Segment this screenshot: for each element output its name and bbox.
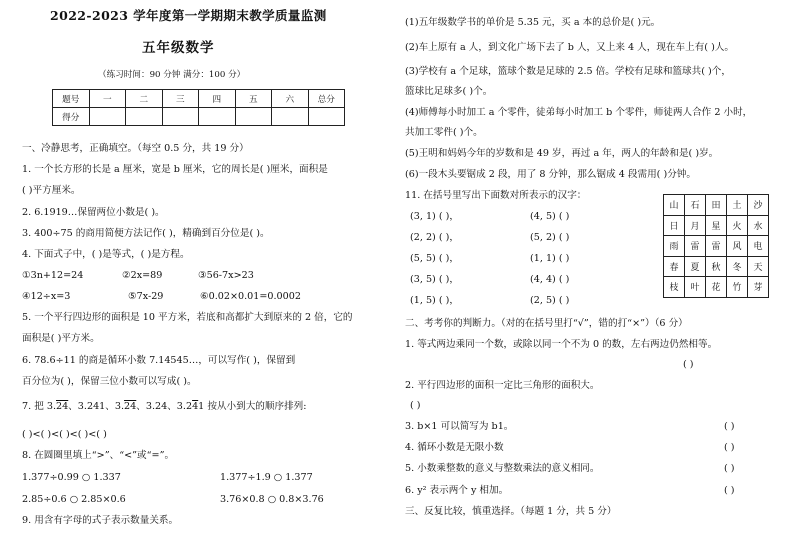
section-3-heading: 三、反复比较，慎重选择。（每题 1 分，共 5 分）	[405, 506, 617, 517]
character-grid	[663, 194, 769, 298]
grid-cell: 夏	[685, 256, 706, 277]
grid-cell: 春	[664, 256, 685, 277]
score-cell	[272, 108, 309, 126]
score-cell: 五	[235, 90, 272, 108]
coordinate-pair: (5, 2) ( )	[530, 232, 570, 243]
coordinate-pair: (1, 5) ( )，	[410, 295, 459, 306]
score-cell	[162, 108, 199, 126]
question-8-item-3: 2.85÷0.6 ○ 2.85×0.6	[22, 494, 126, 505]
question-8-item-2: 1.377÷1.9 ○ 1.377	[220, 472, 313, 483]
subq-3-line-2: 篮球比足球多( )个。	[405, 86, 493, 97]
grid-cell: 火	[727, 215, 748, 236]
coordinate-pair: (3, 5) ( )，	[410, 274, 459, 285]
grid-cell: 雨	[664, 236, 685, 257]
score-cell: 得分	[53, 108, 90, 126]
question-6-line-1: 6. 78.6÷11 的商是循环小数 7.14545…，可以写作( )，保留到	[22, 355, 296, 366]
score-cell: 题号	[53, 90, 90, 108]
score-table-score-row	[53, 108, 345, 126]
judge-3-answer: ( )	[724, 421, 735, 432]
grid-cell: 竹	[727, 277, 748, 298]
question-5-line-2: 面积是( )平方米。	[22, 333, 100, 344]
judge-3: 3. b×1 可以简写为 b1。	[405, 421, 514, 432]
grid-cell: 沙	[748, 195, 769, 216]
question-8: 8. 在圆圈里填上“>”、“<”或“=”。	[22, 450, 175, 461]
judge-1-answer: ( )	[683, 359, 694, 370]
question-4-option-1: ①3n+12=24	[22, 270, 84, 281]
question-4-option-3: ③56-7x>23	[198, 270, 254, 281]
section-2-heading: 二、考考你的判断力。（对的在括号里打“√”，错的打“×”）（6 分）	[405, 318, 688, 329]
question-8-item-1: 1.377÷0.99 ○ 1.337	[22, 472, 121, 483]
repeating-digits: 24	[124, 401, 137, 412]
grid-cell: 风	[727, 236, 748, 257]
question-4: 4. 下面式子中，( )是等式，( )是方程。	[22, 249, 190, 260]
question-5-line-1: 5. 一个平行四边形的面积是 10 平方米，若底和高都扩大到原来的 2 倍，它的	[22, 312, 353, 323]
score-cell: 二	[126, 90, 163, 108]
score-cell: 一	[89, 90, 126, 108]
question-7-text: 7. 把 3.	[22, 401, 56, 412]
exam-info: （练习时间：90 分钟 满分：100 分）	[98, 70, 246, 80]
score-cell	[199, 108, 236, 126]
judge-2: 2. 平行四边形的面积一定比三角形的面积大。	[405, 380, 600, 391]
score-cell: 六	[272, 90, 309, 108]
question-3: 3. 400÷75 的商用简便方法记作( )，精确到百分位是( )。	[22, 228, 270, 239]
section-1-heading: 一、冷静思考，正确填空。（每空 0.5 分，共 19 分）	[22, 143, 249, 154]
question-8-item-4: 3.76×0.8 ○ 0.8×3.76	[220, 494, 324, 505]
grid-cell: 田	[706, 195, 727, 216]
grid-cell: 叶	[685, 277, 706, 298]
question-6-line-2: 百分位为( )，保留三位小数可以写成( )。	[22, 376, 197, 387]
judge-5-answer: ( )	[724, 463, 735, 474]
score-cell	[308, 108, 345, 126]
score-cell	[235, 108, 272, 126]
score-cell	[126, 108, 163, 126]
grid-cell: 雷	[706, 236, 727, 257]
question-7-text: 、3.24、3.2	[136, 401, 193, 412]
question-4-option-6: ⑥0.02×0.01=0.0002	[200, 291, 301, 302]
grid-cell: 雷	[685, 236, 706, 257]
grid-cell: 枝	[664, 277, 685, 298]
grid-cell: 冬	[727, 256, 748, 277]
score-cell: 三	[162, 90, 199, 108]
subq-3-line-1: (3)学校有 a 个足球，篮球个数是足球的 2.5 倍。学校有足球和篮球共( )个，	[405, 66, 731, 77]
question-9: 9. 用含有字母的式子表示数量关系。	[22, 515, 179, 526]
grid-cell: 月	[685, 215, 706, 236]
coordinate-pair: (4, 5) ( )	[530, 211, 570, 222]
judge-6: 6. y² 表示两个 y 相加。	[405, 485, 509, 496]
grid-cell: 水	[748, 215, 769, 236]
judge-2-answer: ( )	[410, 400, 421, 411]
question-4-option-2: ②2x=89	[122, 270, 163, 281]
subq-4-line-1: (4)师傅每小时加工 a 个零件，徒弟每小时加工 b 个零件，师徒两人合作 2 小时，	[405, 107, 753, 118]
subq-6: (6)一段木头要锯成 2 段，用了 8 分钟，那么锯成 4 段需用( )分钟。	[405, 169, 696, 180]
repeating-digits: 4	[192, 401, 199, 412]
score-cell: 四	[199, 90, 236, 108]
subq-5: (5)王明和妈妈今年的岁数和是 49 岁，再过 a 年，两人的年龄和是( )岁。	[405, 148, 719, 159]
grid-cell: 星	[706, 215, 727, 236]
score-table-header-row	[53, 90, 345, 108]
grid-cell: 电	[748, 236, 769, 257]
judge-5: 5. 小数乘整数的意义与整数乘法的意义相同。	[405, 463, 600, 474]
coordinate-pair: (1, 1) ( )	[530, 253, 570, 264]
question-1-line-2: ( )平方厘米。	[22, 185, 81, 196]
grid-cell: 芽	[748, 277, 769, 298]
question-4-option-5: ⑤7x-29	[128, 291, 164, 302]
question-1-line-1: 1. 一个长方形的长是 a 厘米，宽是 b 厘米，它的周长是( )厘米，面积是	[22, 164, 328, 175]
judge-4: 4. 循环小数是无限小数	[405, 442, 504, 453]
grid-cell: 花	[706, 277, 727, 298]
grid-cell: 石	[685, 195, 706, 216]
repeating-digits: 24	[56, 401, 69, 412]
score-table	[52, 89, 345, 126]
question-7-text: 1 按从小到大的顺序排列:	[198, 401, 307, 412]
subq-1: (1)五年级数学书的单价是 5.35 元，买 a 本的总价是( )元。	[405, 17, 661, 28]
exam-subtitle: 五年级数学	[142, 40, 215, 56]
score-cell: 总分	[308, 90, 345, 108]
coordinate-pair: (5, 5) ( )，	[410, 253, 459, 264]
grid-cell: 天	[748, 256, 769, 277]
question-7-blanks: ( )<( )<( )<( )<( )	[22, 429, 107, 440]
exam-title: 2022-2023 学年度第一学期期末教学质量监测	[50, 8, 327, 23]
question-4-option-4: ④12÷x=3	[22, 291, 71, 302]
coordinate-pair: (2, 2) ( )，	[410, 232, 459, 243]
grid-cell: 土	[727, 195, 748, 216]
question-11: 11. 在括号里写出下面数对所表示的汉字：	[405, 190, 587, 201]
coordinate-pair: (3, 1) ( )，	[410, 211, 459, 222]
grid-cell: 秋	[706, 256, 727, 277]
question-7	[22, 401, 307, 413]
question-7-text: 、3.241、3.	[68, 401, 125, 412]
subq-4-line-2: 共加工零件( )个。	[405, 127, 483, 138]
question-2: 2. 6.1919…保留两位小数是( )。	[22, 207, 165, 218]
judge-4-answer: ( )	[724, 442, 735, 453]
coordinate-pair: (2, 5) ( )	[530, 295, 570, 306]
subq-2: (2)车上原有 a 人，到文化广场下去了 b 人，又上来 4 人，现在车上有( )人。	[405, 42, 735, 53]
score-cell	[89, 108, 126, 126]
grid-cell: 山	[664, 195, 685, 216]
judge-1: 1. 等式两边乘同一个数，或除以同一个不为 0 的数，左右两边仍然相等。	[405, 339, 718, 350]
grid-cell: 日	[664, 215, 685, 236]
coordinate-pair: (4, 4) ( )	[530, 274, 570, 285]
judge-6-answer: ( )	[724, 485, 735, 496]
